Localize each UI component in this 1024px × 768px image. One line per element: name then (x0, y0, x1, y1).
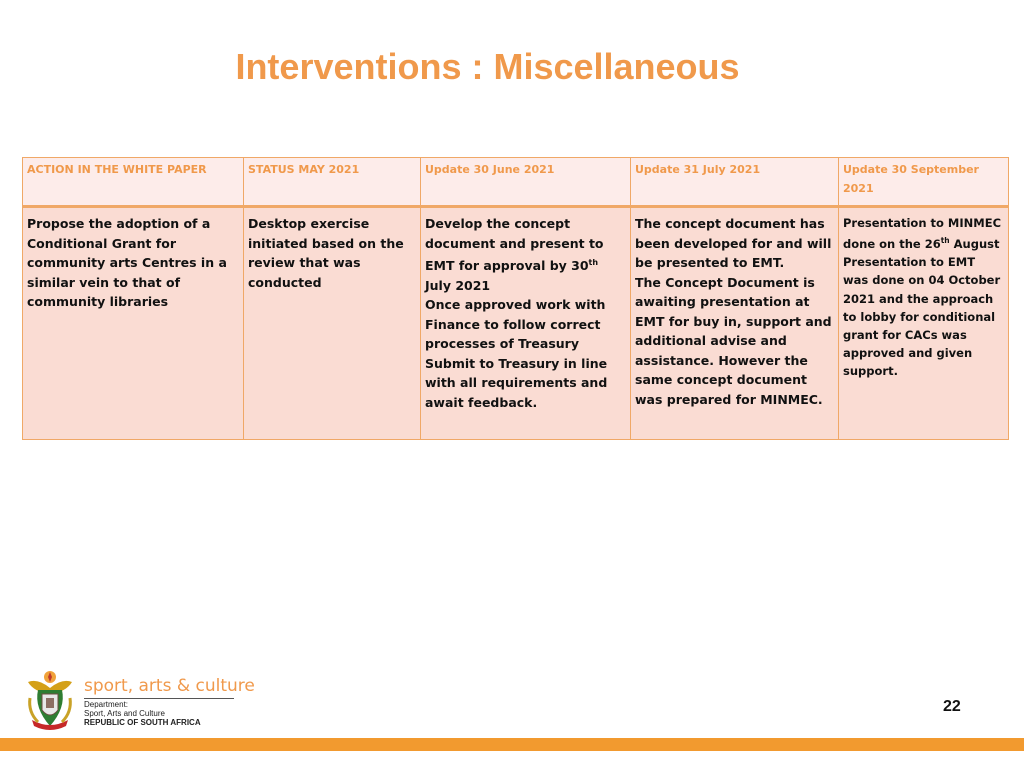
country-name: REPUBLIC OF SOUTH AFRICA (84, 718, 201, 727)
interventions-table (22, 157, 1009, 440)
header-update-july: Update 31 July 2021 (631, 158, 839, 207)
header-action: ACTION IN THE WHITE PAPER (23, 158, 244, 207)
slide-title: Interventions : Miscellaneous (235, 46, 740, 87)
brand-divider (84, 698, 234, 699)
table-row (23, 207, 1009, 440)
coat-of-arms-icon (24, 668, 76, 732)
june-line-3: Submit to Treasury in line with all requirements and await feedback. (425, 355, 608, 410)
cell-update-september: Presentation to MINMEC done on the 26th August Presentation to EMT was done on 04 October 2021 and the approach to lobby for conditional grant for CACs was approved and given support. (839, 207, 1009, 440)
cell-action: Propose the adoption of a Conditional Grant for community arts Centres in a similar vein to that of community libraries (23, 207, 244, 440)
cell-update-july (631, 207, 839, 440)
dept-label: Department: (84, 700, 129, 709)
july-line-1: The concept document has been developed for and will be presented to EMT. (635, 216, 832, 270)
dept-name: Sport, Arts and Culture (84, 709, 165, 718)
table-header-row (23, 158, 1009, 207)
header-status-may: STATUS MAY 2021 (244, 158, 421, 207)
july-line-2: The Concept Document is awaiting presentation at EMT for buy in, support and additional advise and assistance. However the same concept document was prepared for MINMEC. (635, 274, 832, 407)
cell-update-june (421, 207, 631, 440)
cell-status-may: Desktop exercise initiated based on the review that was conducted (244, 207, 421, 440)
header-update-june: Update 30 June 2021 (421, 158, 631, 207)
brand-wordmark: sport, arts & culture (84, 676, 255, 696)
page-number: 22 (943, 698, 961, 715)
header-update-september: Update 30 September 2021 (839, 158, 1009, 207)
june-line-2: Once approved work with Finance to follow correct processes of Treasury (425, 297, 606, 352)
footer-bar (0, 738, 1024, 751)
department-block (84, 700, 201, 727)
june-line-1: Develop the concept document and present to EMT for approval by 30th July 2021 (425, 216, 604, 293)
